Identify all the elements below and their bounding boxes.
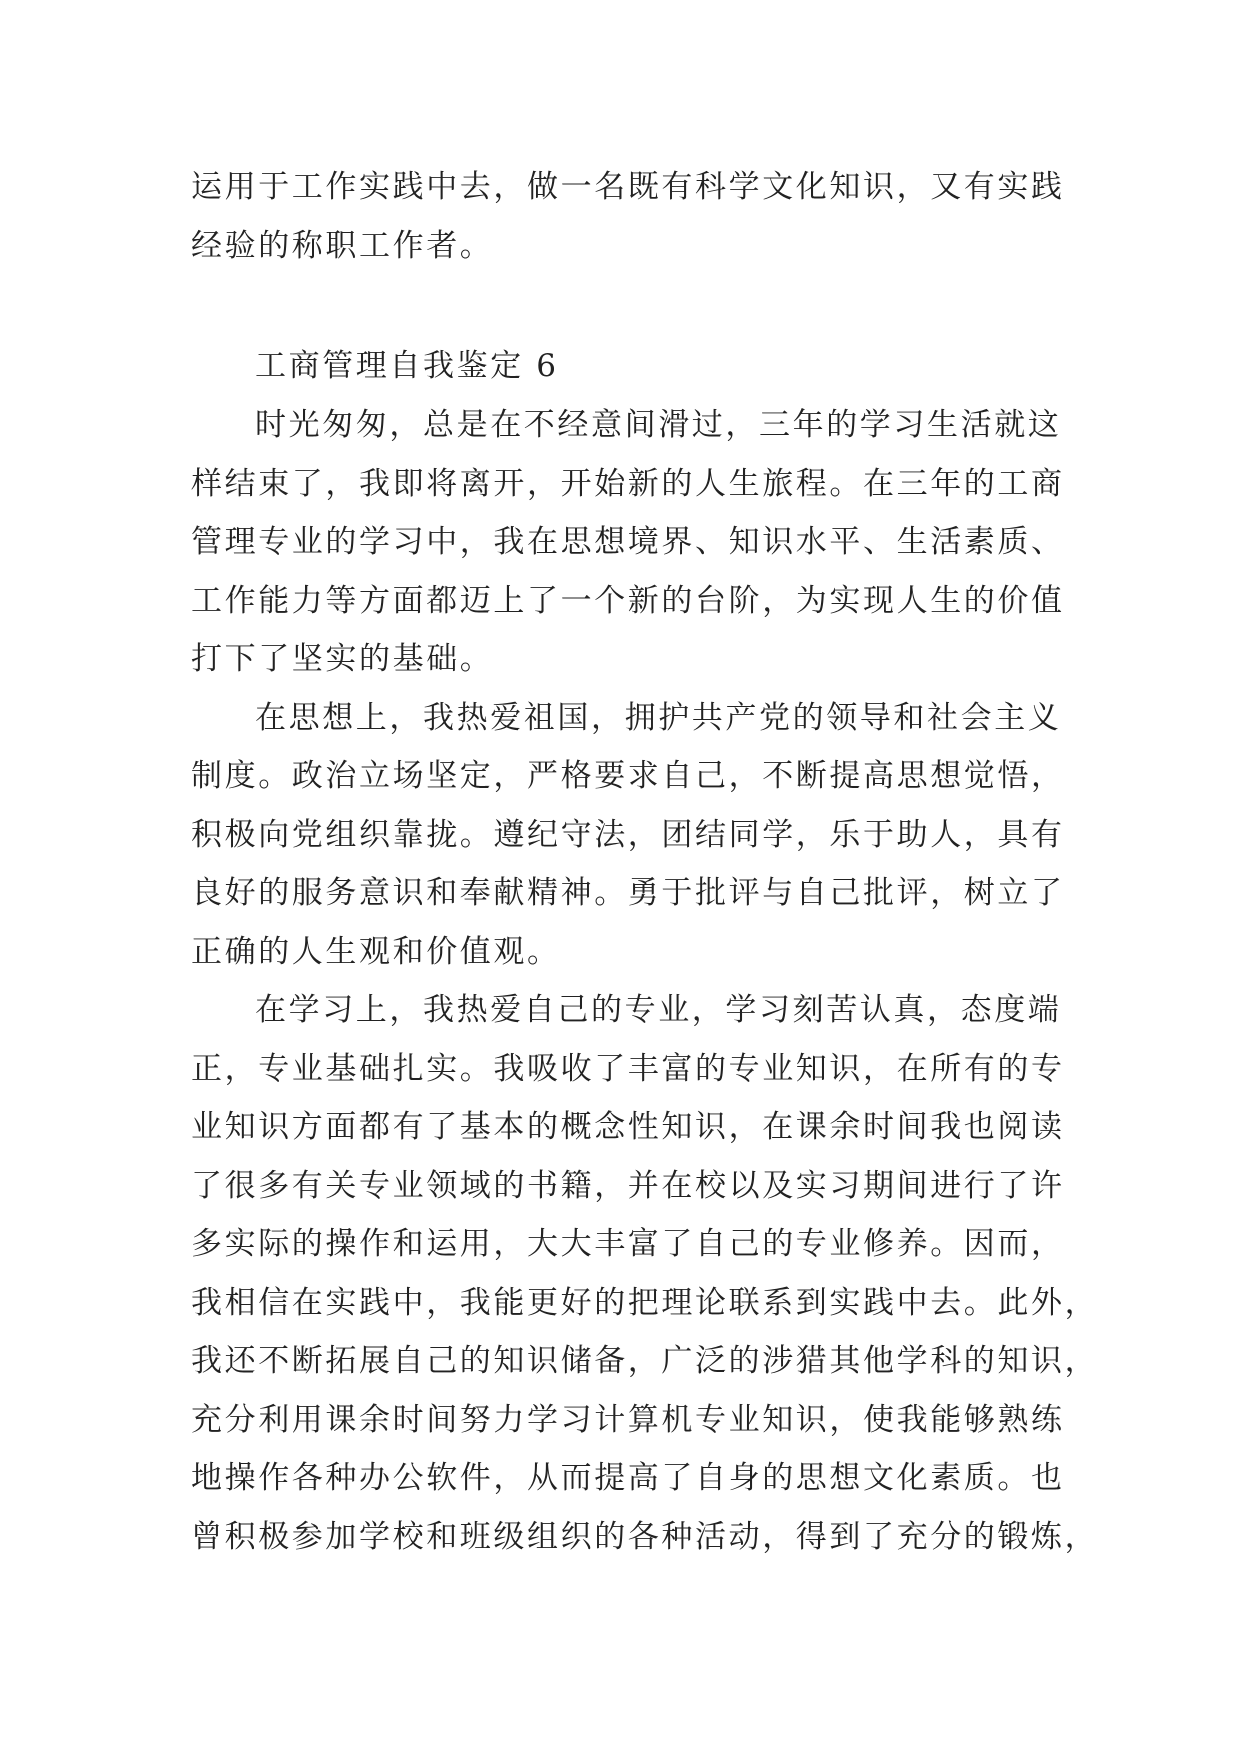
text-line: 正，专业基础扎实。我吸收了丰富的专业知识，在所有的专: [191, 1050, 1065, 1087]
text-line: 我相信在实践中，我能更好的把理论联系到实践中去。此外，: [191, 1284, 1099, 1321]
paragraph-3: [191, 981, 1099, 1566]
section-heading: [191, 337, 1051, 396]
text-line: 积极向党组织靠拢。遵纪守法，团结同学，乐于助人，具有: [191, 816, 1065, 853]
text-line: 制度。政治立场坚定，严格要求自己，不断提高思想觉悟，: [191, 758, 1065, 794]
intro-paragraph: [191, 158, 1065, 275]
text-line: 管理专业的学习中，我在思想境界、知识水平、生活素质、: [191, 524, 1065, 560]
text-line: 良好的服务意识和奉献精神。勇于批评与自己批评，树立了: [191, 875, 1065, 911]
paragraph-1: [191, 396, 1065, 689]
text-line: 在学习上，我热爱自己的专业，学习刻苦认真，态度端: [255, 992, 1062, 1028]
text-line: 经验的称职工作者。: [191, 227, 494, 264]
body-text: [191, 396, 1099, 1566]
text-line: 曾积极参加学校和班级组织的各种活动，得到了充分的锻炼，: [191, 1518, 1099, 1555]
text-line: 多实际的操作和运用，大大丰富了自己的专业修养。因而，: [191, 1226, 1065, 1262]
text-line: 了很多有关专业领域的书籍，并在校以及实习期间进行了许: [191, 1167, 1065, 1204]
paragraph-2: [191, 689, 1065, 982]
text-line: 地操作各种办公软件，从而提高了自身的思想文化素质。也: [191, 1460, 1065, 1496]
text-line: 我还不断拓展自己的知识储备，广泛的涉猎其他学科的知识，: [191, 1343, 1099, 1379]
text-line: 正确的人生观和价值观。: [191, 933, 561, 970]
text-line: 工作能力等方面都迈上了一个新的台阶，为实现人生的价值: [191, 582, 1065, 619]
text-line: 运用于工作实践中去，做一名既有科学文化知识，又有实践: [191, 169, 1065, 205]
text-line: 业知识方面都有了基本的概念性知识，在课余时间我也阅读: [191, 1109, 1065, 1145]
section-title: 工商管理自我鉴定 6: [255, 348, 559, 384]
text-line: 在思想上，我热爱祖国，拥护共产党的领导和社会主义: [255, 699, 1062, 736]
text-line: 样结束了，我即将离开，开始新的人生旅程。在三年的工商: [191, 465, 1065, 502]
text-line: 时光匆匆，总是在不经意间滑过，三年的学习生活就这: [255, 407, 1062, 443]
text-line: 打下了坚实的基础。: [191, 641, 494, 677]
text-line: 充分利用课余时间努力学习计算机专业知识，使我能够熟练: [191, 1401, 1065, 1438]
